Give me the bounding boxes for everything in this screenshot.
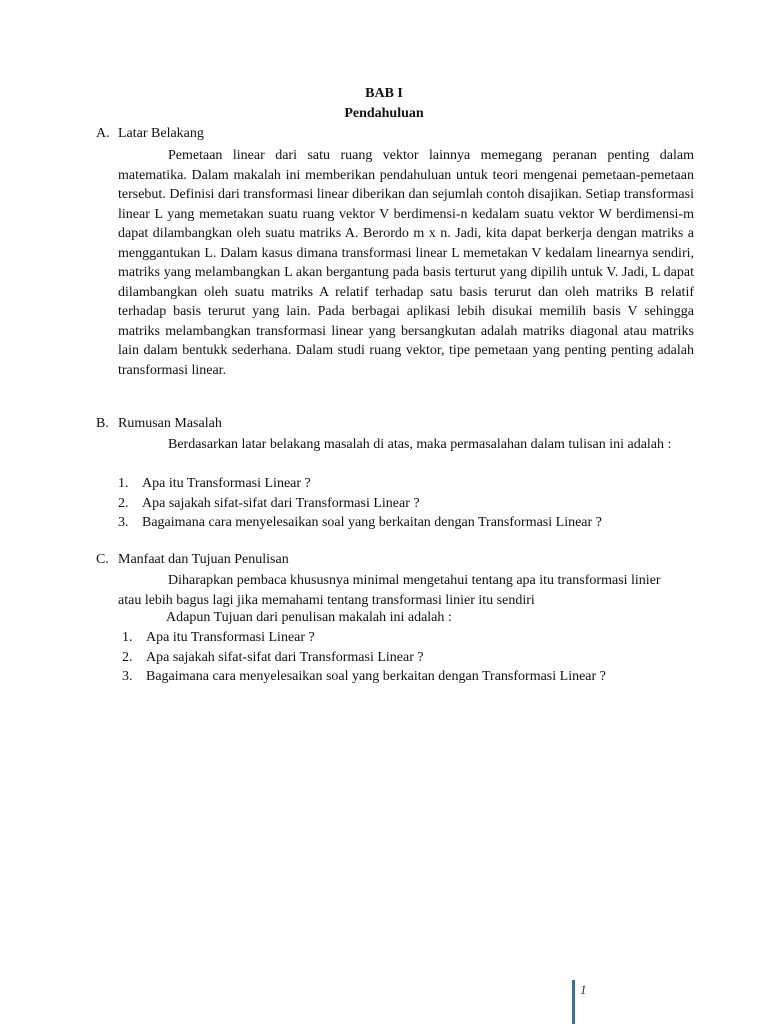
section-a-title xyxy=(96,126,204,142)
list-text: Bagaimana cara menyelesaikan soal yang berkaitan dengan Transformasi Linear ? xyxy=(146,669,606,684)
list-item xyxy=(122,667,606,687)
section-c-intro: Adapun Tujuan dari penulisan makalah ini adalah : xyxy=(166,610,452,625)
section-letter: B. xyxy=(96,416,109,431)
list-number: 1. xyxy=(118,476,129,491)
list-item xyxy=(118,474,602,494)
page-number: 1 xyxy=(580,982,587,997)
section-b-title xyxy=(96,416,222,432)
list-text: Apa itu Transformasi Linear ? xyxy=(142,476,311,491)
section-b-paragraph: Berdasarkan latar belakang masalah di atas, maka permasalahan dalam tulisan ini adalah : xyxy=(168,437,672,452)
list-item xyxy=(122,648,606,668)
section-title-text: Manfaat dan Tujuan Penulisan xyxy=(118,552,289,567)
list-number: 2. xyxy=(122,649,133,665)
list-item xyxy=(118,494,602,514)
section-c-title xyxy=(96,552,289,568)
section-c-list xyxy=(122,628,606,687)
section-title-text: Latar Belakang xyxy=(118,126,204,141)
section-a-paragraph: Pemetaan linear dari satu ruang vektor lainnya memegang peranan penting dalam matematika. Dalam makalah ini memberikan pendahuluan untuk teori mengenai pemetaan-pemetaan tersebut. Definisi dari transformasi linear diberikan dan sejumlah contoh disajikan. Setiap transformasi linear L yang memetakan suatu ruang vektor V berdimensi-n kedalam suatu vektor W berdimensi-m dapat dilambangkan oleh suatu matriks A. Berordo m x n. Jadi, kita dapat berkerja dengan matriks a menggantukan L. Dalam kasus dimana transformasi linear L memetakan V kedalam linearnya sendiri, matriks yang melambangkan L akan bergantung pada basis terturut yang dipilih untuk V. Jadi, L dapat dilambangkan oleh suatu matriks A relatif terhadap satu basis terurut dan oleh matriks B relatif terhadap basis terurut yang lain. Pada berbagai aplikasi lebih disukai memilih basis V sehingga matriks melambangkan transformasi linear yang bersangkutan adalah matriks diagonal atau matriks lain dalam bentukk sederhana. Dalam studi ruang vektor, tipe pemetaan yang penting penting adalah transformasi linear. xyxy=(118,148,694,378)
section-letter: C. xyxy=(96,552,109,567)
section-c-paragraph: Diharapkan pembaca khususnya minimal mengetahui tentang apa itu transformasi linier atau lebih bagus lagi jika memahami tentang transformasi linier itu sendiri xyxy=(118,573,661,608)
section-b-list xyxy=(118,474,602,533)
list-item xyxy=(118,513,602,533)
list-text: Apa itu Transformasi Linear ? xyxy=(146,630,315,645)
section-letter: A. xyxy=(96,126,110,141)
list-number: 3. xyxy=(118,515,129,530)
list-text: Apa sajakah sifat-sifat dari Transformasi Linear ? xyxy=(146,649,424,665)
list-text: Bagaimana cara menyelesaikan soal yang berkaitan dengan Transformasi Linear ? xyxy=(142,515,602,530)
list-number: 1. xyxy=(122,630,133,645)
chapter-title: Pendahuluan xyxy=(344,106,424,121)
list-item xyxy=(122,628,606,648)
section-title-text: Rumusan Masalah xyxy=(118,416,222,431)
chapter-heading: BAB I xyxy=(365,86,403,101)
list-text: Apa sajakah sifat-sifat dari Transformasi Linear ? xyxy=(142,495,420,511)
footer-accent-bar xyxy=(572,980,575,1024)
list-number: 2. xyxy=(118,495,129,511)
list-number: 3. xyxy=(122,669,133,684)
